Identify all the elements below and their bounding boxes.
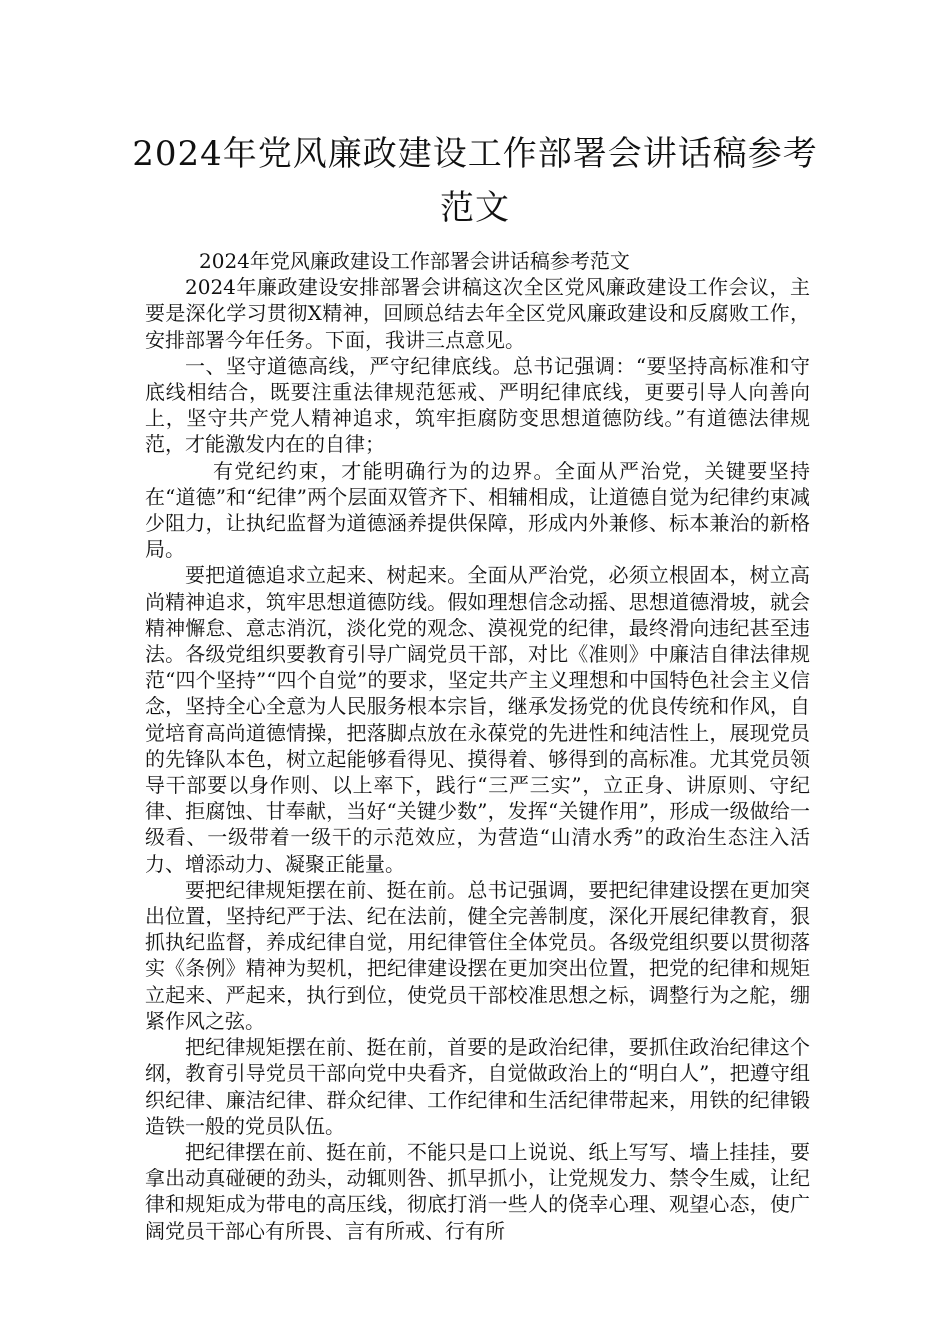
document-title: 2024年党风廉政建设工作部署会讲话稿参考范文 xyxy=(132,134,818,228)
body-paragraph-moral-pursuit: 要把道德追求立起来、树起来。全面从严治党，必须立根固本，树立高尚精神追求，筑牢思想道德防线。假如理想信念动摇、思想道德滑坡，就会精神懈怠、意志消沉，淡化党的观念、漠视党的纪律，最终滑向违纪甚至违法。各级党组织要教育引导广阔党员干部，对比《准则》中廉洁自律法律规范“四个坚持”“四个自觉”的要求，坚定共产主义理想和中国特色社会主义信念，坚持全心全意为人民服务根本宗旨，继承发扬党的优良传统和作风，自觉培育高尚道德情操，把落脚点放在永葆党的先进性和纯洁性上，展现党员的先锋队本色，树立起能够看得见、摸得着、够得到的高标准。尤其党员领导干部要以身作则、以上率下，践行“三严三实”，立正身、讲原则、守纪律、拒腐蚀、甘奉献，当好“关键少数”，发挥“关键作用”，形成一级做给一级看、一级带着一级干的示范效应，为营造“山清水秀”的政治生态注入活力、增添动力、凝聚正能量。 xyxy=(145,563,810,876)
body-paragraph-enforcement: 把纪律摆在前、挺在前，不能只是口上说说、纸上写写、墙上挂挂，要拿出动真碰硬的劲头，动辄则咎、抓早抓小，让党规发力、禁令生威，让纪律和规矩成为带电的高压线，彻底打消一些人的侥幸心理、观望心态，使广阔党员干部心有所畏、言有所戒、行有所 xyxy=(145,1139,810,1243)
body-paragraph-political-discipline: 把纪律规矩摆在前、挺在前，首要的是政治纪律，要抓住政治纪律这个纲，教育引导党员干部向党中央看齐，自觉做政治上的“明白人”，把遵守组织纪律、廉洁纪律、群众纪律、工作纪律和生活纪律带起来，用铁的纪律锻造铁一般的党员队伍。 xyxy=(145,1035,810,1138)
document-body xyxy=(145,248,810,1244)
body-paragraph-intro: 2024年廉政建设安排部署会讲稿这次全区党风廉政建设工作会议，主要是深化学习贯彻X精神，回顾总结去年全区党风廉政建设和反腐败工作，安排部署今年任务。下面，我讲三点意见。 xyxy=(145,275,810,352)
body-paragraph-section-one: 一、坚守道德高线，严守纪律底线。总书记强调：“要坚持高标准和守底线相结合，既要注重法律规范惩戒、严明纪律底线，更要引导人向善向上，坚守共产党人精神追求，筑牢拒腐防变思想道德防线。”有道德法律规范，才能激发内在的自律； xyxy=(145,353,810,457)
body-paragraph-discipline-boundary: 有党纪约束，才能明确行为的边界。全面从严治党，关键要坚持在“道德”和“纪律”两个层面双管齐下、相辅相成，让道德自觉为纪律约束减少阻力，让执纪监督为道德涵养提供保障，形成内外兼修、标本兼治的新格局。 xyxy=(145,458,810,562)
body-paragraph-discipline-rules: 要把纪律规矩摆在前、挺在前。总书记强调，要把纪律建设摆在更加突出位置，坚持纪严于法、纪在法前，健全完善制度，深化开展纪律教育，狠抓执纪监督，养成纪律自觉，用纪律管住全体党员。各级党组织要以贯彻落实《条例》精神为契机，把纪律建设摆在更加突出位置，把党的纪律和规矩立起来、严起来，执行到位，使党员干部校准思想之标，调整行为之舵，绷紧作风之弦。 xyxy=(145,877,810,1033)
body-paragraph-subtitle: 2024年党风廉政建设工作部署会讲话稿参考范文 xyxy=(199,249,630,273)
